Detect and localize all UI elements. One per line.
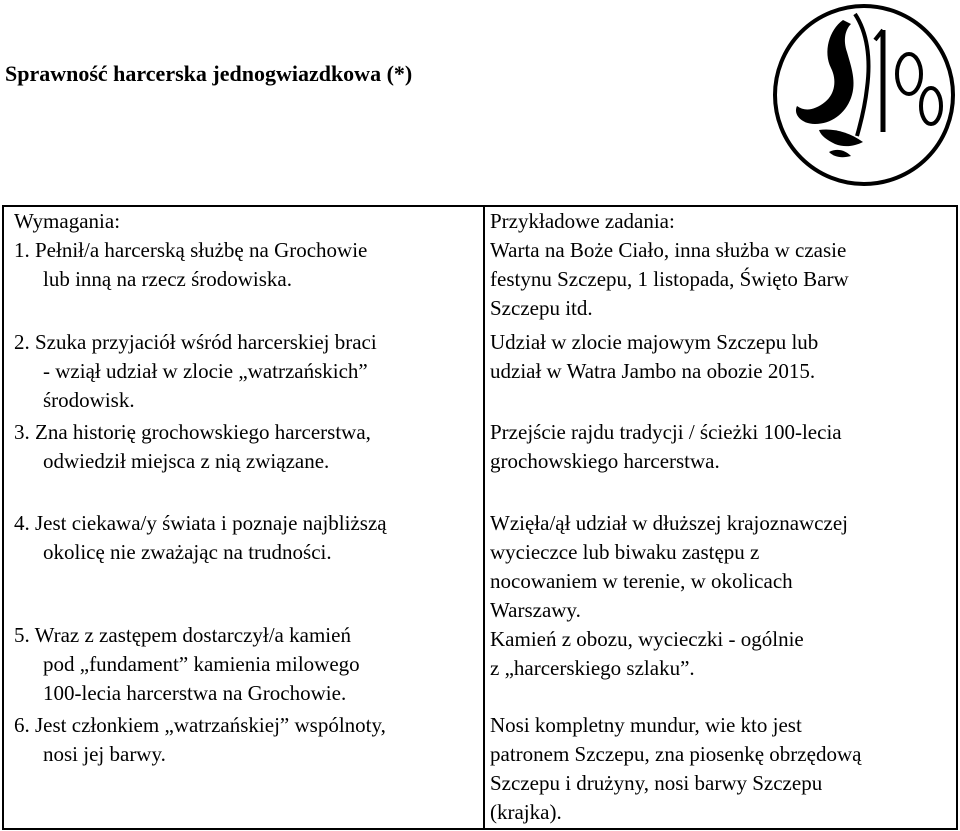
scouting-centenary-100-logo-icon bbox=[771, 2, 957, 188]
task-line: grochowskiego harcerstwa. bbox=[490, 449, 720, 473]
task-line: Kamień z obozu, wycieczki - ogólnie bbox=[490, 627, 804, 651]
task-line: Szczepu itd. bbox=[490, 296, 593, 320]
column-divider bbox=[483, 207, 485, 828]
task-line: patronem Szczepu, zna piosenkę obrzędową bbox=[490, 742, 862, 766]
requirement-line: - wziął udział w zlocie „watrzańskich” bbox=[43, 359, 368, 383]
requirements-header: Wymagania: bbox=[14, 209, 121, 233]
requirement-line: 4. Jest ciekawa/y świata i poznaje najbliższą bbox=[14, 511, 387, 535]
task-line: Szczepu i drużyny, nosi barwy Szczepu bbox=[490, 771, 823, 795]
requirement-line: 2. Szuka przyjaciół wśród harcerskiej braci bbox=[14, 330, 377, 354]
task-line: nocowaniem w terenie, w okolicach bbox=[490, 569, 793, 593]
task-line: z „harcerskiego szlaku”. bbox=[490, 656, 695, 680]
requirement-line: 1. Pełnił/a harcerską służbę na Grochowie bbox=[14, 238, 368, 262]
requirement-line: 6. Jest członkiem „watrzańskiej” wspólnoty, bbox=[14, 713, 386, 737]
task-line: Nosi kompletny mundur, wie kto jest bbox=[490, 713, 802, 737]
requirement-line: pod „fundament” kamienia milowego bbox=[43, 652, 360, 676]
task-line: Warszawy. bbox=[490, 598, 581, 622]
requirements-table bbox=[2, 205, 958, 830]
requirement-line: 5. Wraz z zastępem dostarczył/a kamień bbox=[14, 623, 351, 647]
requirement-line: okolicę nie zważając na trudności. bbox=[43, 540, 332, 564]
requirement-line: 100-lecia harcerstwa na Grochowie. bbox=[43, 681, 347, 705]
document-title: Sprawność harcerska jednogwiazdkowa (*) bbox=[5, 61, 413, 86]
task-line: festynu Szczepu, 1 listopada, Święto Barw bbox=[490, 267, 849, 291]
task-line: wycieczce lub biwaku zastępu z bbox=[490, 540, 760, 564]
task-line: (krajka). bbox=[490, 800, 562, 824]
task-line: Wzięła/ął udział w dłuższej krajoznawczej bbox=[490, 511, 848, 535]
requirement-line: nosi jej barwy. bbox=[43, 742, 166, 766]
requirement-line: środowisk. bbox=[43, 388, 135, 412]
requirement-line: 3. Zna historię grochowskiego harcerstwa, bbox=[14, 420, 371, 444]
task-line: udział w Watra Jambo na obozie 2015. bbox=[490, 359, 816, 383]
requirement-line: odwiedził miejsca z nią związane. bbox=[43, 449, 330, 473]
task-line: Przejście rajdu tradycji / ścieżki 100-lecia bbox=[490, 420, 842, 444]
requirement-line: lub inną na rzecz środowiska. bbox=[43, 267, 292, 291]
task-line: Udział w zlocie majowym Szczepu lub bbox=[490, 330, 819, 354]
tasks-header: Przykładowe zadania: bbox=[490, 209, 675, 233]
task-line: Warta na Boże Ciało, inna służba w czasie bbox=[490, 238, 847, 262]
